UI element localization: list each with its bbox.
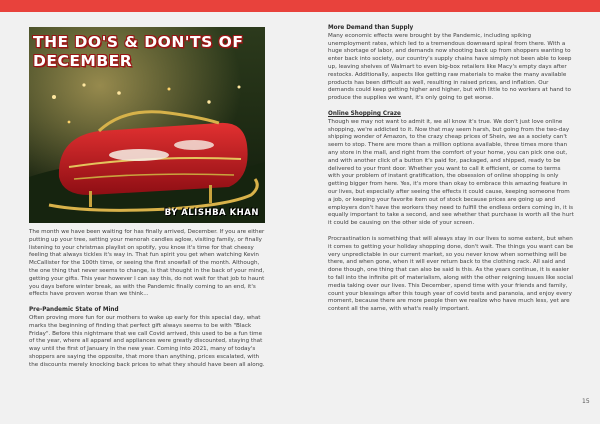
section-heading-demand: More Demand than Supply <box>328 25 414 31</box>
section-heading-pre-pandemic: Pre-Pandemic State of Mind <box>29 307 119 314</box>
right-column <box>328 25 574 322</box>
top-accent-bar <box>0 0 600 12</box>
intro-paragraph: The month we have been waiting for has finally arrived, December. If you are either putting up your tree, setting your menorah candles aglow, visiting family, or finally listening to your christmas playlist on spotify, you know it's time for that cheesy feeling that always tickles it's way in. That fun spirit you get when watching Kevin McCallister for the 100th time, or seeing the first snowfall of the month. Although, the one thing that never seems to change, is that thought in the back of your mind, getting your gifts. This year however I can say this, do not wait for that job to haunt you days before winter break, as with the Pandemic finally coming to an end, it's effects have proven worse than we think... <box>29 229 265 298</box>
hero-image <box>29 27 265 223</box>
demand-paragraph: Many economic effects were brought by the Pandemic, including spiking unemployment rates, which led to a tremendous downward spiral from there. With a huge shortage of labor, and demands now shooting back up from shoppers wanting to enter back into society, our country's supply chains have simply not been able to keep up, leaving shelves of Walmart to even big-box retailers like Macy's empty days after restocks. Additionally, aspects like getting raw materials to make the many available products has been difficult as well, resulting in raised prices, and inflation. Our demands could keep getting higher and higher, but with little to no workers at hand to produce the supplies we want, it's only going to get worse. <box>328 32 572 102</box>
article-title: THE DO'S & DON'TS OF DECEMBER <box>33 33 244 70</box>
pre-pandemic-paragraph: Often proving more fun for our mothers to wake up early for this special day, what marks the beginning of finding that perfect gift always seems to be with "Black Friday". Before this nightmare that we call Covid arrived, this used to be a fun time of the year, where all apparel and appliances were greatly discounted, staying that way until the first of January in the new year. Coming into 2021, many of today's shoppers are saying the opposite, that more than anything, prices escalated, with the discounts merely knocking back prices to what they should have been all along. <box>29 314 265 368</box>
author-byline: BY ALISHBA KHAN <box>164 208 259 218</box>
online-shopping-paragraph: Though we may not want to admit it, we all know it's true. We don't just love online shopping, we're addicted to it. Now that may seem harsh, but going from the two-day shipping wonder of Amazon, to the crazy cheap prices of Shein, we as a society can't seem to stop. There are more than a million options available, three times more than any store in the mall, and right from the comfort of your home, you can pick one out, and with another click of a button it's paid for, packaged, and shipped, ready to be delivered to your front door. Whether you want to call it efficient, or come to terms with your problem of instant gratification, the obsession of online shopping is only getting bigger from here. Yes, it's more than okay to embrace this amazing feature in our lives, but especially after seeing the effects it could cause, keeping someone from a job, or keeping your favorite item out of stock because prices are going up and employers don't have the workers they need to fulfill the endless orders coming in, it is equally important to take a second, and see whether that purchase is worth all the hurt it could be causing on the other side of your screen. <box>328 118 574 227</box>
section-heading-online-shopping: Online Shopping Craze <box>328 110 401 117</box>
page-number: 15 <box>582 398 590 405</box>
closing-paragraph: Procrastination is something that will always stay in our lives to some extent, but when it comes to getting your holiday shopping done, don't wait. The things you want can be very unpredictable in our current market, so you never know when something will be there, and when gone, when it will ever return back to the clothing rack. All said and done though, one thing that can also be said is this. As the years continue, it is easier to fall into the infinite pit of materialism, along with the other reigning issues like social media taking over our lives. This December, spend time with your friends and family, count your blessings after this tough year of covid tests and paranoia, and enjoy every moment, because there are more people then we realize who have much less, yet are content all the same, with what's really important. <box>328 235 574 313</box>
left-column <box>29 229 267 378</box>
